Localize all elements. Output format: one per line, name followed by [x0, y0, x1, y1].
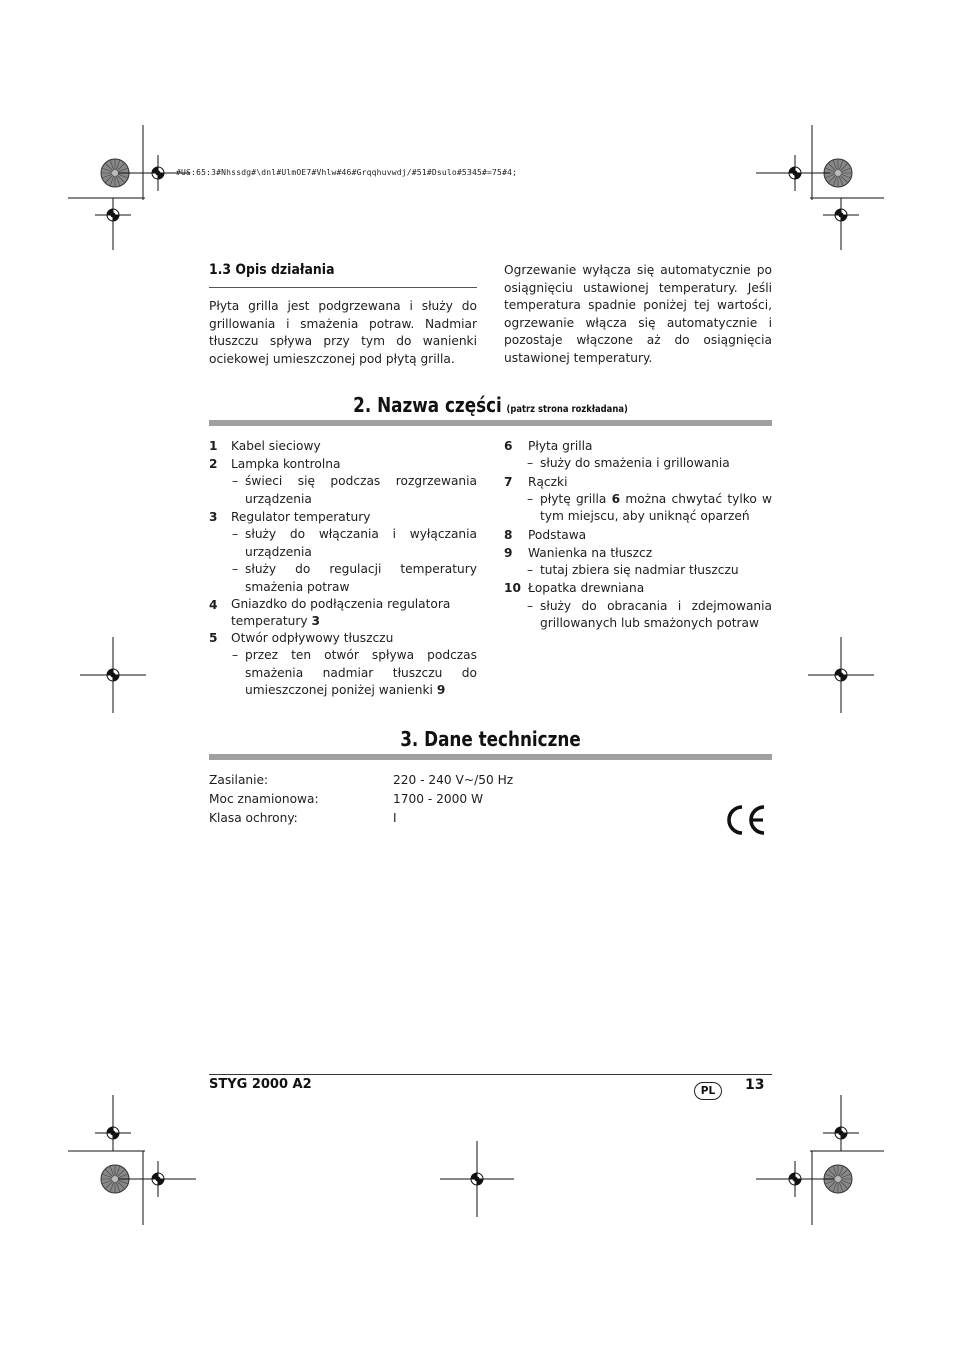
item-number: 2	[209, 457, 218, 472]
list-item	[209, 508, 477, 526]
section-1-3-heading: 1.3 Opis działania	[209, 262, 335, 278]
section-1-3-paragraph-2: Ogrzewanie wyłącza się automatycznie po osiągnięciu ustawionej temperatury. Jeśli temperatura spadnie poniżej tej wartości, ogrzewanie włącza się automatycznie i pozostaje włączone aż do osiągnięcia ustawionej temperatury.	[504, 263, 772, 365]
list-item	[504, 579, 772, 597]
section-3-bar	[209, 754, 772, 760]
item-label: Otwór odpływowy tłuszczu	[231, 631, 394, 646]
section-3-heading	[254, 727, 727, 751]
list-subitem: – służy do włączania i wyłączania urządzenia	[232, 526, 477, 561]
subitem-text: służy do regulacji temperatury smażenia potraw	[245, 562, 477, 594]
spec-value: 1700 - 2000 W	[393, 792, 484, 806]
item-label: Wanienka na tłuszcz	[528, 545, 653, 560]
item-label: Lampka kontrolna	[231, 457, 341, 472]
list-item	[504, 526, 772, 544]
parts-list-right	[504, 437, 772, 632]
subitem-text: służy do smażenia i grillowania	[540, 456, 730, 471]
item-label: Podstawa	[528, 527, 587, 542]
section-1-3-paragraph-1: Płyta grilla jest podgrzewana i służy do grillowania i smażenia potraw. Nadmiar tłuszczu spływa przy tym do wanienki ociekowej umieszczonej pod płytą grilla.	[209, 299, 477, 366]
item-label: Gniazdko do podłączenia regulatora temperatury	[231, 597, 451, 628]
subitem-text: przez ten otwór spływa podczas smażenia nadmiar tłuszczu do umieszczonej poniżej wanienki	[245, 648, 477, 698]
section-1-3-rule	[209, 287, 477, 288]
item-label: Płyta grilla	[528, 439, 593, 453]
item-number: 4	[209, 598, 218, 613]
item-number: 9	[504, 545, 513, 560]
section-2-title: 2. Nazwa części	[353, 393, 502, 417]
item-number: 1	[209, 439, 218, 453]
item-label: Łopatka drewniana	[528, 581, 645, 596]
list-item	[209, 596, 477, 629]
item-number: 7	[504, 474, 513, 489]
list-subitem: – służy do obracania i zdejmowania grillowanych lub smażonych potraw	[527, 598, 772, 633]
subitem-text: służy do obracania i zdejmowania grillowanych lub smażonych potraw	[540, 598, 772, 631]
parts-list-left	[209, 437, 477, 699]
list-subitem: – tutaj zbiera się nadmiar tłuszczu	[527, 562, 772, 579]
item-number: 10	[504, 581, 521, 596]
page-number: 13	[745, 1077, 765, 1093]
spec-label: Klasa ochrony:	[209, 811, 298, 825]
item-reference: 3	[311, 613, 320, 628]
item-number: 8	[504, 527, 513, 542]
section-2-bar	[209, 420, 772, 426]
list-item	[209, 437, 477, 455]
item-number: 6	[504, 439, 513, 453]
spec-value: 220 - 240 V~/50 Hz	[393, 773, 514, 787]
subitem-reference: 6	[611, 491, 621, 506]
subitem-text: świeci się podczas rozgrzewania urządzenia	[245, 474, 477, 506]
subitem-reference: 9	[436, 683, 446, 698]
section-2-heading	[254, 393, 727, 417]
print-job-header: #US:65:3#Nhssdg#\dnl#UlmOE7#Vhlw#46#Grqqhuvwdj/#51#Dsulo#5345#=75#4;	[176, 168, 518, 177]
footer-model: STYG 2000 A2	[209, 1077, 312, 1092]
section-2-subtitle: (patrz strona rozkładana)	[506, 404, 628, 415]
section-3-title: 3. Dane techniczne	[400, 727, 581, 751]
spec-label: Moc znamionowa:	[209, 792, 319, 806]
list-subitem: – służy do smażenia i grillowania	[527, 455, 772, 472]
spec-value: I	[393, 811, 397, 825]
list-subitem: – płytę grilla 6 można chwytać tylko w tym miejscu, aby uniknąć oparzeń	[527, 491, 773, 524]
list-item	[504, 437, 772, 455]
list-item	[504, 544, 772, 562]
item-label: Rączki	[528, 474, 568, 489]
subitem-text: służy do włączania i wyłączania urządzenia	[245, 527, 477, 559]
item-label: Regulator temperatury	[231, 510, 371, 525]
item-number: 3	[209, 510, 218, 525]
language-badge: PL	[694, 1082, 722, 1100]
list-subitem: – świeci się podczas rozgrzewania urządzenia	[232, 473, 477, 508]
list-subitem: – służy do regulacji temperatury smażenia potraw	[232, 561, 477, 596]
list-item	[209, 455, 477, 473]
subitem-text-pre: płytę grilla	[540, 491, 607, 506]
subitem-text: tutaj zbiera się nadmiar tłuszczu	[540, 563, 739, 578]
list-subitem: – przez ten otwór spływa podczas smażenia nadmiar tłuszczu do umieszczonej poniżej wanienki 9	[232, 648, 477, 698]
spec-row	[209, 809, 629, 828]
ce-mark-icon	[724, 803, 768, 837]
spec-label: Zasilanie:	[209, 773, 269, 787]
tech-specs	[209, 771, 629, 828]
spec-row	[209, 790, 629, 809]
list-item	[209, 629, 477, 647]
item-number: 5	[209, 631, 218, 646]
footer-rule	[209, 1074, 772, 1075]
list-item	[504, 473, 772, 491]
spec-row	[209, 771, 629, 790]
item-label: Kabel sieciowy	[231, 439, 321, 453]
subitem-text-post: można chwytać tylko w tym miejscu, aby uniknąć oparzeń	[540, 491, 773, 524]
